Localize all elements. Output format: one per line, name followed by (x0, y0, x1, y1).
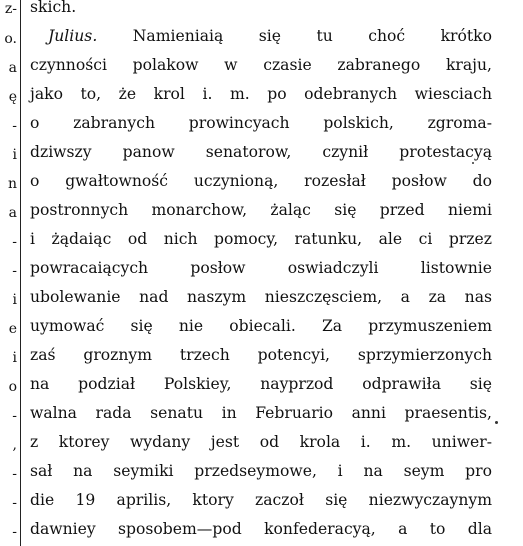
text-line (30, 23, 492, 49)
margin-fragment: o. (4, 31, 17, 47)
text-line: dawniey sposobem—pod konfederacyą, a to dla (30, 520, 492, 538)
ink-speck (472, 162, 474, 164)
text-line: sał na seymiki przedseymowe, i na seym pro (30, 462, 492, 480)
margin-fragment: z- (4, 1, 17, 17)
text-line: uymować się nie obiecali. Za przymuszeniem (30, 317, 492, 335)
margin-fragment: i (12, 147, 17, 163)
text-line: walna rada senatu in Februario anni praesentis, (30, 404, 492, 422)
text-line: ubolewanie nad naszym nieszczęsciem, a za nas (30, 288, 492, 306)
margin-fragment: a (8, 205, 17, 221)
margin-fragment: - (12, 408, 17, 424)
text-line: dziwszy panow senatorow, czynił protestacyą (30, 143, 492, 161)
text-line: czynności polakow w czasie zabranego kraju, (30, 56, 492, 74)
text-line: die 19 aprilis, ktory zaczoł się niezwyczaynym (30, 491, 492, 509)
margin-fragment: - (12, 263, 17, 279)
margin-fragment: o (8, 379, 17, 395)
margin-fragment: ę (8, 89, 17, 105)
text-line: o zabranych prowincyach polskich, zgroma- (30, 114, 492, 132)
text-line: z ktorey wydany jest od krola i. m. uniwer- (30, 433, 492, 451)
text-line: o gwałtowność uczynioną, rozesłał posłow do (30, 172, 492, 190)
text-line: zaś groznym trzech potencyi, sprzymierzonych (30, 346, 492, 364)
column-divider (20, 0, 21, 546)
text-line: i żądaiąc od nich pomocy, ratunku, ale ci przez (30, 230, 492, 248)
margin-fragment: i (12, 350, 17, 366)
text-line-rest: Namieniaią się tu choć krótko (132, 27, 492, 45)
margin-fragment: - (12, 495, 17, 511)
ink-speck (495, 421, 498, 424)
margin-fragment: - (12, 234, 17, 250)
margin-fragment: - (12, 466, 17, 482)
text-line: na podział Polskiey, nayprzod odprawiła się (30, 375, 492, 393)
text-line: powracaiących posłow oswiadczyli listownie (30, 259, 492, 277)
text-line: jako to, że krol i. m. po odebranych wiesciach (30, 85, 492, 103)
text-line: skich. (30, 0, 77, 16)
margin-fragment: i (12, 292, 17, 308)
margin-fragment: - (12, 118, 17, 134)
margin-fragment: , (12, 437, 17, 453)
margin-fragment: e (8, 321, 17, 337)
margin-fragment: n (7, 176, 17, 192)
margin-fragment: - (12, 524, 17, 540)
left-column-fragments (0, 0, 18, 546)
text-line: postronnych monarchow, żaląc się przed niemi (30, 201, 492, 219)
speaker-name: Julius. (48, 27, 98, 45)
margin-fragment: a (8, 60, 17, 76)
